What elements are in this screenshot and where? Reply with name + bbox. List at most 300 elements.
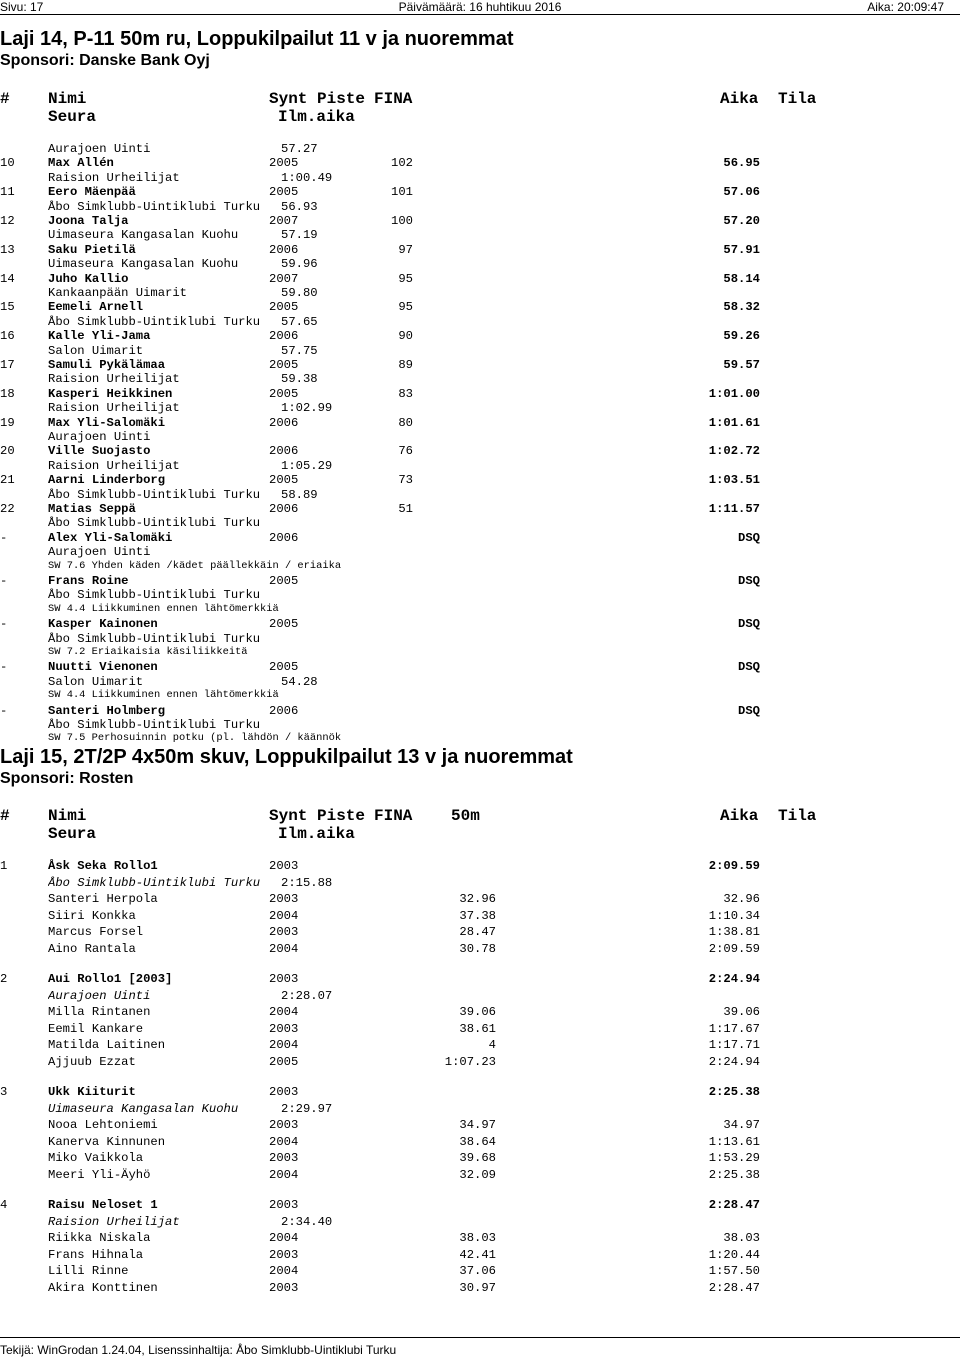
birth-year: 2005	[269, 185, 299, 200]
team-time: 2:25.38	[708, 1085, 760, 1099]
relay-team-row	[0, 1198, 960, 1212]
club-name: Salon Uimarit	[48, 674, 144, 689]
points: 51	[398, 502, 413, 516]
report-time: Aika: 20:09:47	[867, 0, 944, 14]
birth-year: 2005	[269, 358, 299, 372]
relay-col-fina-header: FINA	[374, 807, 413, 825]
member-name: Miko Vaikkola	[48, 1151, 144, 1166]
relay-team-row	[0, 972, 960, 986]
member-year: 2003	[269, 1281, 299, 1295]
dsq-status: DSQ	[738, 703, 760, 718]
dsq-status: DSQ	[738, 617, 760, 632]
swimmer-name: Alex Yli-Salomäki	[48, 530, 173, 545]
birth-year: 2005	[269, 574, 299, 588]
cumulative-time: 38.03	[723, 1231, 760, 1246]
relay-member-row	[0, 1281, 960, 1295]
team-year: 2003	[269, 859, 299, 873]
birth-year: 2006	[269, 444, 299, 459]
club-row	[0, 344, 960, 358]
team-time: 2:09.59	[708, 859, 760, 873]
birth-year: 2006	[269, 703, 299, 718]
birth-year: 2006	[269, 329, 299, 344]
points: 73	[398, 473, 413, 488]
seed-time: 2:34.40	[281, 1214, 333, 1229]
club-row	[0, 372, 960, 386]
swimmer-name: Kalle Yli-Jama	[48, 329, 151, 344]
result-time: 59.26	[723, 329, 760, 344]
relay-col-status-header: Tila	[778, 807, 817, 825]
col-points-header: Piste	[317, 90, 366, 108]
result-row	[0, 272, 960, 286]
cumulative-time: 1:17.71	[708, 1038, 760, 1053]
rank: 10	[0, 156, 15, 171]
member-split: 4	[488, 1038, 496, 1053]
col-club-header: Seura	[48, 108, 97, 126]
result-row	[0, 185, 960, 199]
club-name: Aurajoen Uinti	[48, 142, 151, 156]
club-row	[0, 718, 960, 732]
rank: -	[0, 703, 8, 718]
result-row	[0, 243, 960, 257]
swimmer-name: Joona Talja	[48, 214, 129, 228]
cumulative-time: 2:09.59	[708, 942, 760, 956]
relay-member-row	[0, 1118, 960, 1132]
result-row	[0, 502, 960, 516]
member-year: 2003	[269, 1118, 299, 1133]
club-name: Aurajoen Uinti	[48, 545, 151, 560]
cumulative-time: 1:57.50	[708, 1264, 760, 1279]
swimmer-name: Kasperi Heikkinen	[48, 386, 173, 401]
club-name: Åbo Simklubb-Uintiklubi Turku	[48, 875, 261, 890]
header-divider	[0, 14, 960, 15]
relay-member-row	[0, 942, 960, 956]
swimmer-name: Eemeli Arnell	[48, 300, 144, 315]
seed-time: 57.65	[281, 314, 318, 329]
rank: -	[0, 660, 8, 675]
result-row	[0, 444, 960, 458]
member-name: Matilda Laitinen	[48, 1038, 166, 1053]
seed-time: 57.27	[281, 142, 318, 156]
birth-year: 2007	[269, 214, 299, 228]
cumulative-time: 2:25.38	[708, 1168, 760, 1182]
club-row	[0, 488, 960, 502]
dsq-reason: SW 7.2 Eriaikaisia käsiliikkeitä	[48, 646, 248, 658]
seed-time: 2:28.07	[281, 988, 333, 1003]
club-row	[0, 430, 960, 444]
member-split: 30.97	[459, 1281, 496, 1295]
relay-member-row	[0, 1022, 960, 1036]
rank: 3	[0, 1085, 8, 1099]
team-year: 2003	[269, 1198, 299, 1212]
member-name: Milla Rintanen	[48, 1005, 151, 1020]
result-row	[0, 329, 960, 343]
member-year: 2004	[269, 1134, 299, 1149]
relay-col-points-header: Piste	[317, 807, 366, 825]
club-name: Åbo Simklubb-Uintiklubi Turku	[48, 199, 261, 214]
seed-time: 59.80	[281, 286, 318, 300]
club-name: Åbo Simklubb-Uintiklubi Turku	[48, 588, 261, 603]
member-split: 38.64	[459, 1134, 496, 1149]
member-split: 42.41	[459, 1247, 496, 1262]
cumulative-time: 1:38.81	[708, 925, 760, 940]
member-split: 1:07.23	[444, 1055, 496, 1069]
cumulative-time: 2:24.94	[708, 1055, 760, 1069]
points: 100	[391, 214, 413, 228]
birth-year: 2006	[269, 502, 299, 516]
club-name: Kankaanpään Uimarit	[48, 286, 187, 300]
team-name: Raisu Neloset 1	[48, 1198, 158, 1212]
seed-time: 1:00.49	[281, 170, 333, 185]
member-split: 37.06	[459, 1264, 496, 1279]
dsq-status: DSQ	[738, 530, 760, 545]
col-fina-header: FINA	[374, 90, 413, 108]
seed-time: 57.19	[281, 228, 318, 243]
result-time: 1:01.61	[708, 415, 760, 430]
team-year: 2003	[269, 972, 299, 986]
dsq-reason: SW 7.6 Yhden käden /kädet päällekkäin / eriaika	[48, 559, 342, 572]
result-time: 57.06	[723, 185, 760, 200]
relay-col-year-header: Synt	[269, 807, 308, 825]
club-name: Åbo Simklubb-Uintiklubi Turku	[48, 631, 261, 646]
result-time: 1:03.51	[708, 473, 760, 488]
member-split: 28.47	[459, 925, 496, 940]
club-row	[0, 588, 960, 602]
club-row	[0, 459, 960, 473]
rank: 2	[0, 972, 8, 986]
dsq-status: DSQ	[738, 660, 760, 675]
seed-time: 59.96	[281, 257, 318, 272]
seed-time: 1:05.29	[281, 458, 333, 473]
report-date: Päivämäärä: 16 huhtikuu 2016	[398, 0, 562, 14]
member-year: 2003	[269, 1021, 299, 1036]
relay-member-row	[0, 1135, 960, 1149]
club-row	[0, 516, 960, 530]
club-row	[0, 142, 960, 156]
member-year: 2004	[269, 942, 299, 956]
member-split: 37.38	[459, 908, 496, 923]
event-sponsor: Sponsori: Danske Bank Oyj	[0, 52, 210, 69]
relay-member-row	[0, 909, 960, 923]
club-row	[0, 401, 960, 415]
swimmer-name: Max Yli-Salomäki	[48, 415, 166, 430]
result-row	[0, 156, 960, 170]
page-number: Sivu: 17	[0, 0, 44, 14]
swimmer-name: Saku Pietilä	[48, 242, 136, 257]
member-split: 30.78	[459, 942, 496, 956]
club-name: Åbo Simklubb-Uintiklubi Turku	[48, 718, 261, 732]
member-name: Siiri Konkka	[48, 908, 136, 923]
swimmer-name: Kasper Kainonen	[48, 617, 158, 632]
relay-team-row	[0, 1085, 960, 1099]
seed-time: 1:02.99	[281, 401, 333, 416]
rank: 15	[0, 300, 15, 315]
member-year: 2004	[269, 908, 299, 923]
dsq-row	[0, 574, 960, 588]
dsq-note-row	[0, 732, 960, 746]
member-year: 2005	[269, 1055, 299, 1069]
result-row	[0, 300, 960, 314]
club-name: Raision Urheilijat	[48, 372, 180, 387]
birth-year: 2005	[269, 617, 299, 632]
points: 97	[398, 242, 413, 257]
birth-year: 2006	[269, 415, 299, 430]
birth-year: 2005	[269, 300, 299, 315]
rank: 1	[0, 859, 8, 873]
relay-col-split-header: 50m	[451, 807, 480, 825]
team-name: Åsk Seka Rollo1	[48, 859, 158, 873]
cumulative-time: 32.96	[723, 892, 760, 907]
dsq-reason: SW 4.4 Liikkuminen ennen lähtömerkkiä	[48, 602, 279, 615]
event-title: Laji 14, P-11 50m ru, Loppukilpailut 11 v ja nuoremmat	[0, 28, 514, 50]
result-time: 1:02.72	[708, 444, 760, 459]
club-name: Uimaseura Kangasalan Kuohu	[48, 1101, 239, 1116]
relay-col-time-header: Aika	[720, 807, 759, 825]
relay-member-row	[0, 1231, 960, 1245]
cumulative-time: 1:10.34	[708, 908, 760, 923]
member-name: Akira Konttinen	[48, 1281, 158, 1295]
member-split: 38.61	[459, 1021, 496, 1036]
rank: 21	[0, 473, 15, 488]
dsq-note-row	[0, 689, 960, 703]
club-name: Uimaseura Kangasalan Kuohu	[48, 228, 239, 243]
rank: -	[0, 530, 8, 545]
points: 95	[398, 271, 413, 286]
birth-year: 2005	[269, 660, 299, 675]
member-split: 32.96	[459, 892, 496, 907]
rank: 18	[0, 386, 15, 401]
col-time-header: Aika	[720, 90, 759, 108]
member-year: 2004	[269, 1038, 299, 1053]
points: 80	[398, 415, 413, 430]
member-name: Kanerva Kinnunen	[48, 1134, 166, 1149]
member-split: 32.09	[459, 1168, 496, 1182]
swimmer-name: Matias Seppä	[48, 502, 136, 516]
member-year: 2004	[269, 1005, 299, 1020]
member-year: 2003	[269, 1247, 299, 1262]
rank: 22	[0, 502, 15, 516]
club-name: Raision Urheilijat	[48, 170, 180, 185]
member-name: Meeri Yli-Äyhö	[48, 1168, 151, 1182]
rank: 16	[0, 329, 15, 344]
result-time: 58.14	[723, 271, 760, 286]
club-name: Åbo Simklubb-Uintiklubi Turku	[48, 487, 261, 502]
rank: 12	[0, 214, 15, 228]
team-time: 2:28.47	[708, 1198, 760, 1212]
member-year: 2004	[269, 1264, 299, 1279]
dsq-status: DSQ	[738, 574, 760, 588]
member-name: Frans Hihnala	[48, 1247, 144, 1262]
club-row	[0, 171, 960, 185]
cumulative-time: 34.97	[723, 1118, 760, 1133]
dsq-row	[0, 660, 960, 674]
dsq-row	[0, 531, 960, 545]
club-row	[0, 228, 960, 242]
club-name: Salon Uimarit	[48, 343, 144, 358]
swimmer-name: Samuli Pykälämaa	[48, 358, 166, 372]
member-year: 2004	[269, 1231, 299, 1246]
event2-sponsor: Sponsori: Rosten	[0, 770, 134, 787]
member-split: 38.03	[459, 1231, 496, 1246]
club-name: Raision Urheilijat	[48, 458, 180, 473]
cumulative-time: 1:20.44	[708, 1247, 760, 1262]
result-row	[0, 473, 960, 487]
seed-time: 59.38	[281, 372, 318, 387]
points: 101	[391, 185, 413, 200]
rank: -	[0, 617, 8, 632]
club-row	[0, 1215, 960, 1229]
relay-member-row	[0, 1005, 960, 1019]
result-time: 57.91	[723, 242, 760, 257]
event2-title: Laji 15, 2T/2P 4x50m skuv, Loppukilpailut 13 v ja nuoremmat	[0, 746, 573, 768]
dsq-reason: SW 7.5 Perhosuinnin potku (pl. lähdön / käännök	[48, 732, 342, 745]
relay-member-row	[0, 1264, 960, 1278]
relay-team-row	[0, 859, 960, 873]
dsq-reason: SW 4.4 Liikkuminen ennen lähtömerkkiä	[48, 689, 279, 702]
seed-time: 2:29.97	[281, 1101, 333, 1116]
club-name: Raision Urheilijat	[48, 401, 180, 416]
team-name: Aui Rollo1 [2003]	[48, 972, 173, 986]
birth-year: 2005	[269, 473, 299, 488]
club-name: Aurajoen Uinti	[48, 430, 151, 444]
relay-col-name-header: Nimi	[48, 807, 87, 825]
swimmer-name: Juho Kallio	[48, 271, 129, 286]
club-row	[0, 675, 960, 689]
rank: 11	[0, 185, 15, 200]
club-name: Aurajoen Uinti	[48, 988, 151, 1003]
club-name: Åbo Simklubb-Uintiklubi Turku	[48, 314, 261, 329]
cumulative-time: 1:17.67	[708, 1021, 760, 1036]
relay-col-seed-header: Ilm.aika	[278, 825, 355, 843]
rank: 19	[0, 415, 15, 430]
cumulative-time: 2:28.47	[708, 1281, 760, 1295]
result-time: 57.20	[723, 214, 760, 228]
dsq-note-row	[0, 603, 960, 617]
cumulative-time: 39.06	[723, 1005, 760, 1020]
rank: 20	[0, 444, 15, 459]
member-name: Lilli Rinne	[48, 1264, 129, 1279]
rank: 4	[0, 1198, 8, 1212]
member-year: 2003	[269, 892, 299, 907]
dsq-note-row	[0, 646, 960, 660]
dsq-row	[0, 704, 960, 718]
points: 76	[398, 444, 413, 459]
member-year: 2004	[269, 1168, 299, 1182]
seed-time: 2:15.88	[281, 875, 333, 890]
points: 83	[398, 386, 413, 401]
col-seed-header: Ilm.aika	[278, 108, 355, 126]
seed-time: 56.93	[281, 199, 318, 214]
relay-member-row	[0, 1248, 960, 1262]
dsq-note-row	[0, 560, 960, 574]
club-row	[0, 1102, 960, 1116]
relay-member-row	[0, 1055, 960, 1069]
member-split: 39.06	[459, 1005, 496, 1020]
relay-member-row	[0, 1168, 960, 1182]
swimmer-name: Aarni Linderborg	[48, 473, 166, 488]
birth-year: 2006	[269, 530, 299, 545]
swimmer-name: Frans Roine	[48, 574, 129, 588]
relay-member-row	[0, 925, 960, 939]
footer-divider	[0, 1337, 960, 1338]
swimmer-name: Ville Suojasto	[48, 444, 151, 459]
swimmer-name: Max Allén	[48, 156, 114, 171]
col-name-header: Nimi	[48, 90, 87, 108]
points: 89	[398, 358, 413, 372]
rank: 13	[0, 242, 15, 257]
team-year: 2003	[269, 1085, 299, 1099]
result-row	[0, 387, 960, 401]
points: 90	[398, 329, 413, 344]
member-name: Riikka Niskala	[48, 1231, 151, 1246]
team-name: Ukk Kiiturit	[48, 1085, 136, 1099]
relay-member-row	[0, 1151, 960, 1165]
rank: 17	[0, 358, 15, 372]
col-status-header: Tila	[778, 90, 817, 108]
dsq-row	[0, 617, 960, 631]
club-row	[0, 876, 960, 890]
member-name: Nooa Lehtoniemi	[48, 1118, 158, 1133]
points: 102	[391, 156, 413, 171]
birth-year: 2006	[269, 242, 299, 257]
result-time: 56.95	[723, 156, 760, 171]
member-year: 2003	[269, 925, 299, 940]
team-time: 2:24.94	[708, 972, 760, 986]
birth-year: 2005	[269, 156, 299, 171]
member-name: Santeri Herpola	[48, 892, 158, 907]
seed-time: 54.28	[281, 674, 318, 689]
col-rank-header: #	[0, 90, 10, 108]
member-split: 34.97	[459, 1118, 496, 1133]
relay-member-row	[0, 1038, 960, 1052]
cumulative-time: 1:13.61	[708, 1134, 760, 1149]
club-row	[0, 286, 960, 300]
member-name: Eemil Kankare	[48, 1021, 144, 1036]
birth-year: 2007	[269, 271, 299, 286]
result-row	[0, 358, 960, 372]
swimmer-name: Eero Mäenpää	[48, 185, 136, 200]
rank: -	[0, 574, 8, 588]
club-name: Uimaseura Kangasalan Kuohu	[48, 257, 239, 272]
points: 95	[398, 300, 413, 315]
swimmer-name: Nuutti Vienonen	[48, 660, 158, 675]
result-time: 1:01.00	[708, 386, 760, 401]
cumulative-time: 1:53.29	[708, 1151, 760, 1166]
rank: 14	[0, 271, 15, 286]
club-name: Raision Urheilijat	[48, 1214, 180, 1229]
club-name: Åbo Simklubb-Uintiklubi Turku	[48, 516, 261, 531]
relay-member-row	[0, 892, 960, 906]
member-year: 2003	[269, 1151, 299, 1166]
club-row	[0, 200, 960, 214]
footer-text: Tekijä: WinGrodan 1.24.04, Lisenssinhaltija: Åbo Simklubb-Uintiklubi Turku	[0, 1343, 397, 1357]
result-row	[0, 214, 960, 228]
member-name: Ajjuub Ezzat	[48, 1055, 136, 1069]
result-row	[0, 416, 960, 430]
swimmer-name: Santeri Holmberg	[48, 703, 166, 718]
member-split: 39.68	[459, 1151, 496, 1166]
seed-time: 58.89	[281, 487, 318, 502]
club-row	[0, 545, 960, 559]
member-name: Marcus Forsel	[48, 925, 144, 940]
relay-col-club-header: Seura	[48, 825, 97, 843]
result-time: 1:11.57	[708, 502, 760, 516]
seed-time: 57.75	[281, 343, 318, 358]
result-time: 58.32	[723, 300, 760, 315]
club-row	[0, 989, 960, 1003]
col-year-header: Synt	[269, 90, 308, 108]
relay-col-rank-header: #	[0, 807, 10, 825]
result-time: 59.57	[723, 358, 760, 372]
